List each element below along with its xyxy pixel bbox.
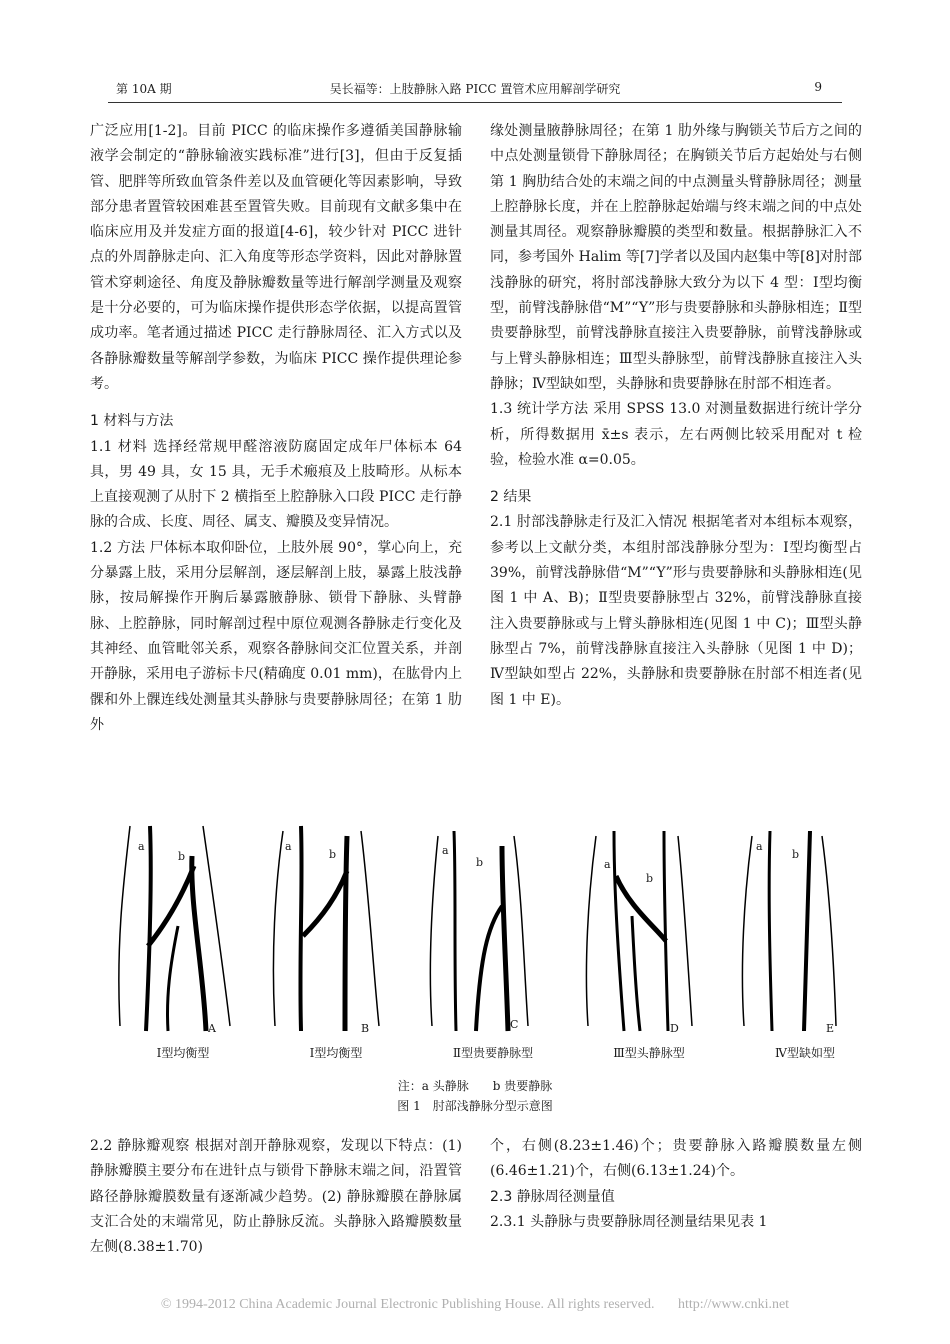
panel-letter: E [826,1022,835,1035]
left-column [90,119,462,738]
panel-c [418,826,568,1036]
vein-diagram-e [730,826,880,1036]
label-cephalic: a [756,840,763,853]
page-number: 9 [814,80,822,94]
panel-letter: B [361,1022,370,1035]
section-heading-methods: 1 材料与方法 [90,413,174,430]
bottom-right-column [490,1134,862,1235]
label-cephalic: a [285,840,292,853]
label-basilic: b [646,872,654,885]
panel-a [108,826,258,1036]
figure-note: 注：a 头静脉 b 贵要静脉 [397,1079,553,1093]
valve-continued-paragraph: 个，右侧(8.23±1.46)个；贵要静脉入路瓣膜数量左侧(6.46±1.21)个，右侧(6.13±1.24)个。 [490,1138,862,1180]
methods-continued-paragraph: 缘处测量腋静脉周径；在第 1 肋外缘与胸锁关节后方之间的中点处测量锁骨下静脉周径；在胸锁关节后方起始处与右侧第 1 胸肋结合处的末端之间的中点测量头臂静脉周径；测量上腔静脉长度，并在上腔静脉起始端与终末端之间的中点处测量其周径。观察静脉瓣膜的类型和数量。根据静脉汇入不同，参考国外 Halim 等[7]学者以及国内赵集中等[8]对肘部浅静脉的研究，将肘部浅静脉大致分为以下 4 型：Ⅰ型均衡型，前臂浅静脉借“M”“Y”形与贵要静脉和头静脉相连；Ⅱ型贵要静脉型，前臂浅静脉直接注入贵要静脉，前臂浅静脉或与上臂头静脉相连；Ⅲ型头静脉型，前臂浅静脉直接注入头静脉；Ⅳ型缺如型，头静脉和贵要静脉在肘部不相连者。 [490,123,862,392]
valve-paragraph: 2.2 静脉瓣观察 根据对剖开静脉观察，发现以下特点：(1)静脉瓣膜主要分布在进针点与锁骨下静脉末端之间，沿置管路径静脉瓣膜数量有逐渐减少趋势。(2) 静脉瓣膜在静脉属支汇合处的末端常见，防止静脉反流。头静脉入路瓣膜数量左侧(8.38±1.70) [90,1138,462,1256]
panel-caption: Ⅰ型均衡型 [156,1046,210,1060]
figure-1 [108,826,842,1116]
panel-letter: C [510,1018,519,1031]
page-footer [0,1297,950,1313]
vein-diagram-d [574,826,724,1036]
copyright-text: © 1994-2012 China Academic Journal Electronic Publishing House. All rights reserved. [160,1297,655,1312]
label-basilic: b [792,848,800,861]
panel-caption: Ⅱ型贵要静脉型 [452,1046,534,1060]
figure-title: 图 1 肘部浅静脉分型示意图 [397,1099,553,1113]
materials-paragraph: 1.1 材料 选择经常规甲醛溶液防腐固定成年尸体标本 64 具，男 49 具，女 15 具，无手术瘢痕及上肢畸形。从标本上直接观测了从肘下 2 横指至上腔静脉入口段 PICC 走行静脉的合成、长度、周径、属支、瓣膜及变异情况。 [90,438,462,531]
subsection-heading: 2.3.1 头静脉与贵要静脉周径测量结果见表 1 [490,1213,768,1230]
label-basilic: b [476,856,484,869]
panel-caption: Ⅳ型缺如型 [775,1046,835,1060]
running-title: 吴长福等：上肢静脉入路 PICC 置管术应用解剖学研究 [329,82,621,96]
statistics-paragraph: 1.3 统计学方法 采用 SPSS 13.0 对测量数据进行统计学分析，所得数据用 x̄±s 表示，左右两侧比较采用配对 t 检验，检验水准 α=0.05。 [490,401,862,468]
panel-letter: A [208,1022,216,1035]
methods-paragraph: 1.2 方法 尸体标本取仰卧位，上肢外展 90°，掌心向上，充分暴露上肢，采用分层解剖，逐层解剖上肢，暴露上肢浅静脉，按局解操作开胸后暴露腋静脉、锁骨下静脉、头臂静脉、上腔静脉，同时解剖过程中原位观测各静脉走行变化及其神经、血管毗邻关系，观察各静脉间交汇位置关系，并剖开静脉，采用电子游标卡尺(精确度 0.01 mm)，在肱骨内上髁和外上髁连线处测量其头静脉与贵要静脉周径；在第 1 肋外 [90,539,462,733]
footer-url[interactable]: http://www.cnki.net [677,1297,790,1312]
section-heading-circumference: 2.3 静脉周径测量值 [490,1188,615,1205]
panel-letter: D [670,1022,679,1035]
label-cephalic: a [442,844,449,857]
panel-b [261,826,411,1036]
intro-paragraph: 广泛应用[1-2]。目前 PICC 的临床操作多遵循美国静脉输液学会制定的“静脉输液实践标准”进行[3]，但由于反复插管、肥胖等所致血管条件差以及血管硬化等因素影响，导致部分患者置管较困难甚至置管失败。目前现有文献多集中在临床应用及并发症方面的报道[4-6]，较少针对 PICC 进针点的外周静脉走向、汇入角度等形态学资料，因此对静脉置管术穿刺途径、角度及静脉瓣数量等进行解剖学测量及观察是十分必要的，可为临床操作提供形态学依据，以提高置管成功率。笔者通过描述 PICC 走行静脉周径、汇入方式以及各静脉瓣数量等解剖学参数，为临床 PICC 操作提供理论参考。 [90,123,462,392]
panel-caption: Ⅰ型均衡型 [309,1046,363,1060]
panel-d [574,826,724,1036]
label-cephalic: a [138,840,145,853]
issue-number: 第 10A 期 [116,82,172,96]
vein-diagram-c [418,826,568,1036]
running-header [108,78,842,103]
panel-e [730,826,880,1036]
right-column [490,119,862,713]
results-veins-paragraph: 2.1 肘部浅静脉走行及汇入情况 根据笔者对本组标本观察，参考以上文献分类，本组肘部浅静脉分型为：Ⅰ型均衡型占 39%，前臂浅静脉借“M”“Y”形与贵要静脉和头静脉相连(见图 1 中 A、B)；Ⅱ型贵要静脉型占 32%，前臂浅静脉直接注入贵要静脉或与上臂头静脉相连(见图 1 中 C)；Ⅲ型头静脉型占 7%，前臂浅静脉直接注入头静脉（见图 1 中 D)；Ⅳ型缺如型占 22%，头静脉和贵要静脉在肘部不相连者(见图 1 中 E)。 [490,514,862,708]
label-basilic: b [178,850,186,863]
section-heading-results: 2 结果 [490,489,532,506]
label-basilic: b [329,848,337,861]
label-cephalic: a [604,858,611,871]
bottom-left-column [90,1134,462,1260]
panel-caption: Ⅲ型头静脉型 [613,1046,685,1060]
